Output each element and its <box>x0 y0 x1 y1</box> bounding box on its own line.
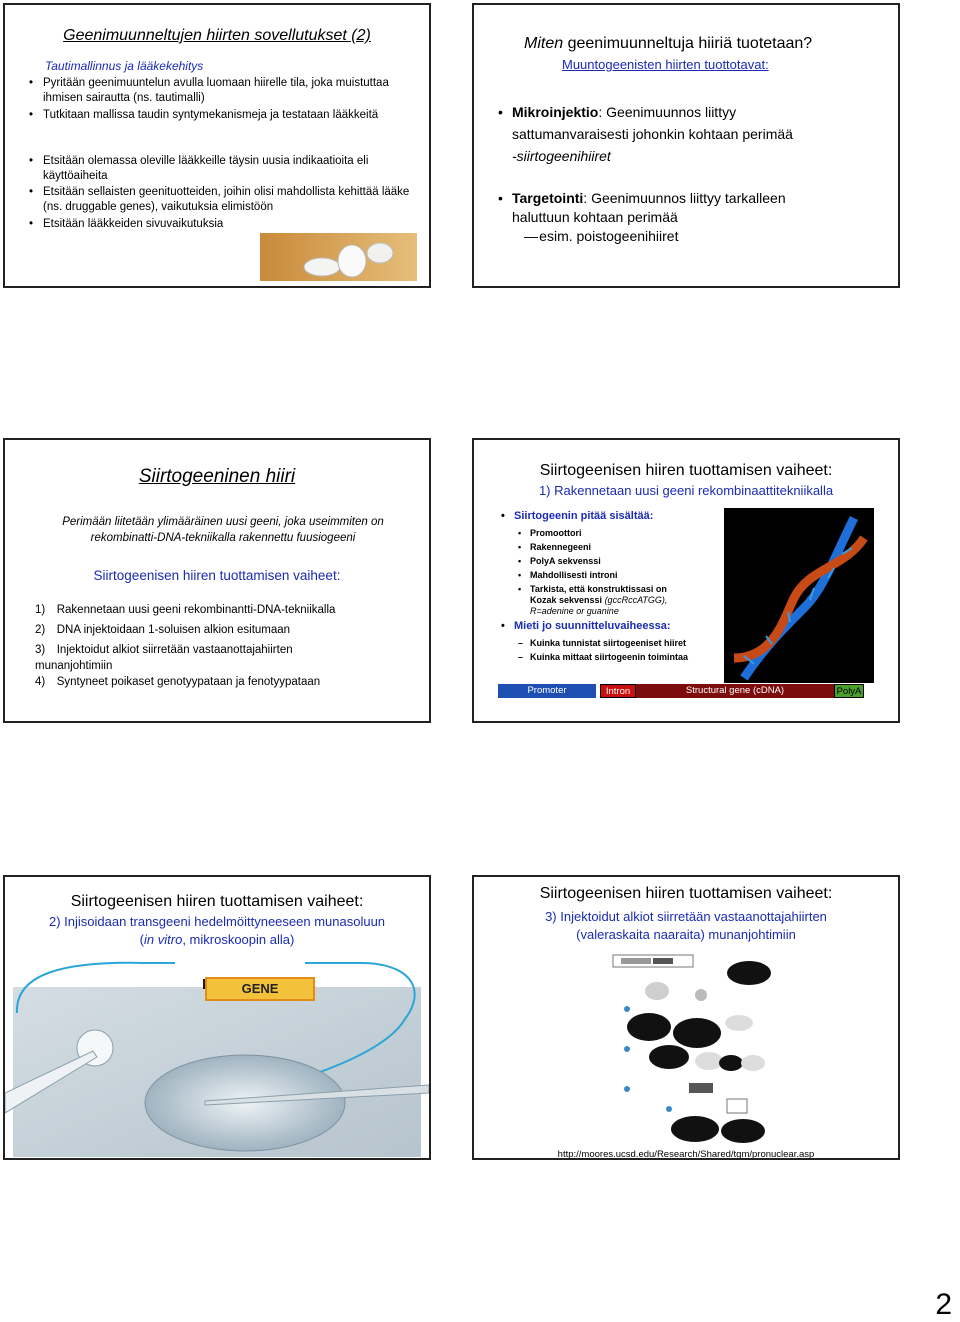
construct-polya: PolyA <box>834 684 864 698</box>
slide-subtitle: Tautimallinnus ja lääkekehitys <box>45 59 204 73</box>
slide-5 <box>3 875 431 1160</box>
plan-heading: • Mieti jo suunnitteluvaiheessa: <box>501 620 671 632</box>
gene-label-box <box>205 977 315 1001</box>
pills-photo <box>260 233 417 281</box>
step-4: 4) Syntyneet poikaset genotyypataan ja fenotyypataan <box>35 676 321 688</box>
dna-helix-image <box>724 508 874 683</box>
bullet-5: • Etsitään lääkkeiden sivuvaikutuksia <box>29 218 224 230</box>
bullet-targeting: • Targetointi: Geenimuunnos liittyy tarkalleen haluttuun kohtaan perimää — esim. poistogeenihiiret <box>498 190 786 244</box>
intro-text: Perimään liitetään ylimääräinen uusi geeni, joka useimmiten on rekombinatti-DNA-tekniikalla rakennettu fuusiogeeni <box>62 516 384 544</box>
slide-subtitle: 1) Rakennetaan uusi geeni rekombinaattitekniikalla <box>538 483 834 498</box>
slide-4 <box>472 438 900 723</box>
gene-label: GENE <box>241 981 279 996</box>
bullet-1: • Pyritään geenimuuntelun avulla luomaan hiirelle tila, joka muistuttaa ihmisen sairautta (ns. tautimalli) <box>29 77 389 104</box>
step-line-2: (in vitro, mikroskoopin alla) <box>139 932 295 947</box>
item-intron: • Mahdollisesti introni <box>518 570 618 580</box>
slide-title: Siirtogeenisen hiiren tuottamisen vaiheet: <box>539 462 833 479</box>
slide-title: Geenimuunneltujen hiirten sovellutukset (2) <box>63 27 371 44</box>
slide-title: Siirtogeeninen hiiri <box>138 466 296 487</box>
source-url: http://moores.ucsd.edu/Research/Shared/tgm/pronuclear.asp <box>557 1149 815 1160</box>
steps-heading: Siirtogeenisen hiiren tuottamisen vaiheet: <box>93 568 341 583</box>
slide-title: Miten geenimuunneltuja hiiriä tuotetaan? <box>524 35 813 52</box>
slide-title: Siirtogeenisen hiiren tuottamisen vaiheet: <box>70 893 364 910</box>
item-promoter: • Promoottori <box>518 528 582 538</box>
bullet-4: • Etsitään sellaisten geenituotteiden, joihin olisi mahdollista kehittää lääke (ns. druggable genes), vaikutuksia elimistöön <box>29 186 410 213</box>
construct-intron: Intron <box>600 684 636 698</box>
item-structural-gene: • Rakennegeeni <box>518 542 592 552</box>
step-line-1: 3) Injektoidut alkiot siirretään vastaanottajahiirten <box>545 909 827 924</box>
slide-title: Siirtogeenisen hiiren tuottamisen vaiheet: <box>539 885 833 902</box>
plan-item-2: – Kuinka mittaat siirtogeenin toimintaa <box>518 652 689 662</box>
bullet-2: • Tutkitaan mallissa taudin syntymekanismeja ja testataan lääkkeitä <box>29 109 379 121</box>
slide-6 <box>472 875 900 1160</box>
step-3: 3) Injektoidut alkiot siirretään vastaanottajahiirten munanjohtimiin <box>35 644 293 672</box>
contains-heading: • Siirtogeenin pitää sisältää: <box>501 510 654 522</box>
mouse-workflow-diagram <box>609 949 789 1145</box>
step-1: 1) Rakennetaan uusi geeni rekombinantti-DNA-tekniikalla <box>35 604 336 616</box>
item-kozak: • Tarkista, että konstruktissasi on Kozak sekvenssi (gccRccATGG), R=adenine or guanine <box>518 584 668 616</box>
step-line-1: 2) Injisoidaan transgeeni hedelmöittyneeseen munasoluun <box>48 914 386 929</box>
item-polya: • PolyA sekvenssi <box>518 556 601 566</box>
construct-promoter: Promoter <box>498 684 596 698</box>
construct-structural-gene: Structural gene (cDNA) <box>636 684 834 698</box>
slide-3 <box>3 438 431 723</box>
plan-item-1: – Kuinka tunnistat siirtogeeniset hiiret <box>518 638 687 648</box>
bullet-microinjection: • Mikroinjektio: Geenimuunnos liittyy sattumanvaraisesti johonkin kohtaan perimää -siirtogeenihiiret <box>498 104 793 164</box>
slide-2 <box>472 3 900 288</box>
step-line-2: (valeraskaita naaraita) munanjohtimiin <box>576 927 796 942</box>
construct-diagram <box>498 684 868 698</box>
slide-1 <box>3 3 431 288</box>
slide-subtitle: Muuntogeenisten hiirten tuottotavat: <box>562 57 769 72</box>
step-2: 2) DNA injektoidaan 1-soluisen alkion esitumaan <box>35 624 291 636</box>
page-number: 2 <box>935 1288 952 1321</box>
bullet-3: • Etsitään olemassa oleville lääkkeille täysin uusia indikaatioita eli käyttöaiheita <box>29 155 369 182</box>
